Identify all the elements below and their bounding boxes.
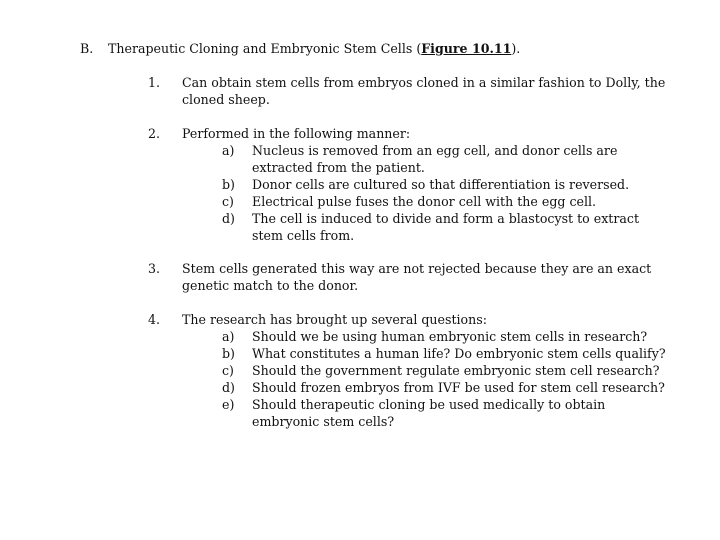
sub-letter: d): [222, 380, 235, 395]
sub-text: Donor cells are cultured so that differentiation is reversed.: [252, 177, 630, 192]
sub-letter: a): [222, 329, 235, 344]
sub-text: Electrical pulse fuses the donor cell with the egg cell.: [252, 194, 597, 209]
sub-letter: b): [222, 177, 235, 192]
section-title-prefix: Therapeutic Cloning and Embryonic Stem Cells (: [108, 41, 422, 56]
sub-text: Should frozen embryos from IVF be used for stem cell research?: [252, 380, 665, 395]
section-title: [108, 40, 520, 57]
sub-item: [182, 176, 668, 193]
item-number: 2.: [148, 126, 161, 141]
sub-letter: a): [222, 143, 235, 158]
sub-letter: b): [222, 346, 235, 361]
sub-text: Nucleus is removed from an egg cell, and donor cells are extracted from the patient.: [252, 143, 618, 175]
item-body: [182, 311, 668, 430]
item-text: Performed in the following manner:: [182, 126, 411, 141]
item-number: 1.: [148, 75, 161, 90]
sub-text: Should therapeutic cloning be used medically to obtain embryonic stem cells?: [252, 397, 606, 429]
sub-letter: e): [222, 397, 235, 412]
sub-item: [182, 379, 668, 396]
sub-item: [182, 328, 668, 345]
sub-text: The cell is induced to divide and form a blastocyst to extract stem cells from.: [252, 211, 640, 243]
sub-list: [182, 328, 668, 430]
sub-item: [182, 396, 668, 430]
sub-list: [182, 142, 668, 244]
item-body: [182, 125, 668, 244]
sub-item: [182, 193, 668, 210]
sub-text: Should we be using human embryonic stem cells in research?: [252, 329, 648, 344]
sub-item: [182, 362, 668, 379]
section-label: B.: [80, 41, 94, 56]
item-number: 3.: [148, 261, 161, 276]
item-text: The research has brought up several questions:: [182, 312, 487, 327]
sub-text: What constitutes a human life? Do embryonic stem cells qualify?: [252, 346, 666, 361]
item-text: Can obtain stem cells from embryos cloned in a similar fashion to Dolly, the cloned sheep.: [182, 75, 666, 107]
sub-item: [182, 142, 668, 176]
section-title-suffix: ).: [511, 41, 521, 56]
sub-letter: d): [222, 211, 235, 226]
item-number: 4.: [148, 312, 161, 327]
sub-item: [182, 210, 668, 244]
sub-letter: c): [222, 194, 234, 209]
sub-item: [182, 345, 668, 362]
figure-reference: Figure 10.11: [421, 41, 512, 56]
sub-text: Should the government regulate embryonic stem cell research?: [252, 363, 660, 378]
sub-letter: c): [222, 363, 234, 378]
item-text: Stem cells generated this way are not rejected because they are an exact genetic match to the donor.: [182, 261, 652, 293]
